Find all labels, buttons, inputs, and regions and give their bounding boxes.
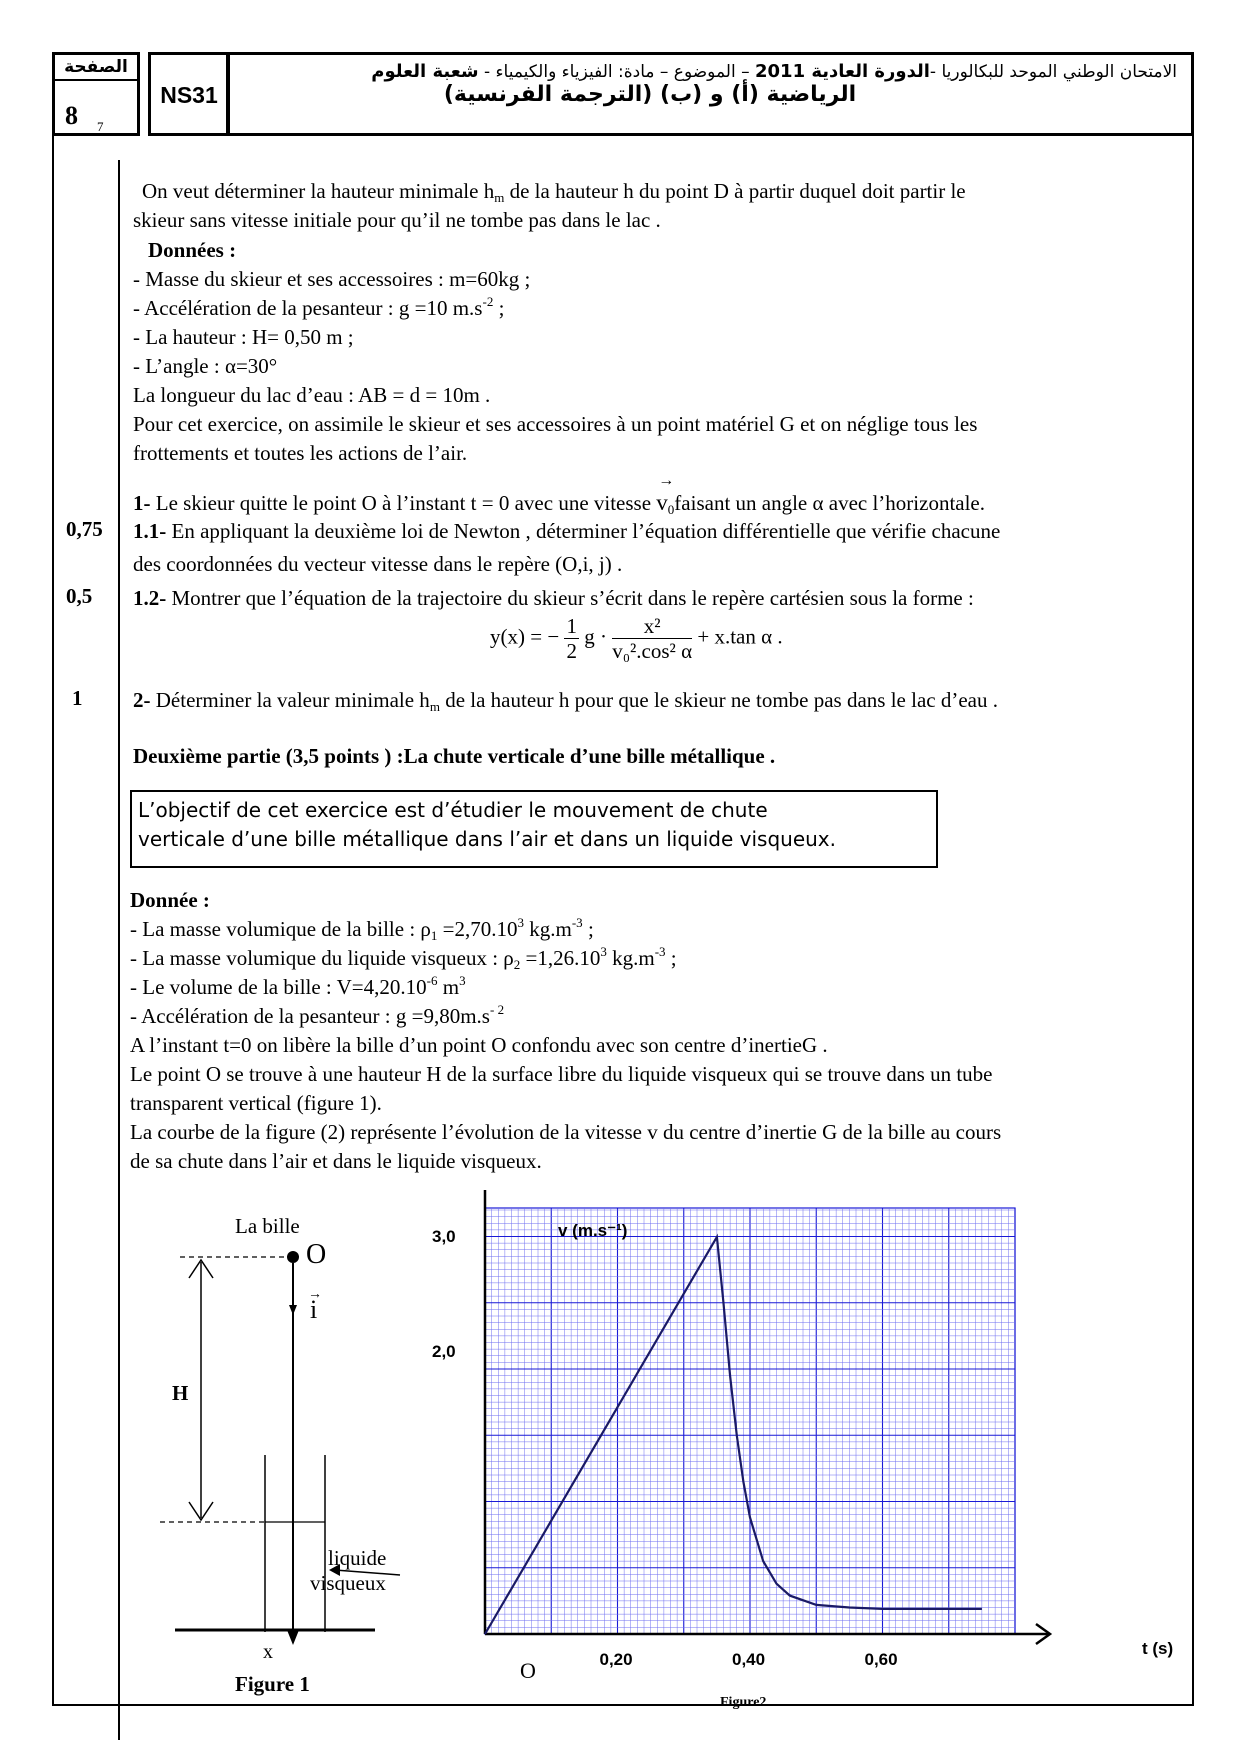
donnees-title: Données : bbox=[148, 238, 237, 262]
objective-box bbox=[130, 790, 938, 868]
right-border bbox=[1192, 136, 1194, 1704]
text-curve-2: de sa chute dans l’air et dans le liquide visqueux. bbox=[130, 1149, 542, 1173]
header-mid: – الموضوع – مادة: الفيزياء والكيمياء - bbox=[478, 62, 755, 82]
objective-line1: L’objectif de cet exercice est d’étudier le mouvement de chute bbox=[138, 798, 768, 822]
header-session: الدورة العادية 2011 bbox=[755, 61, 930, 82]
exam-header-title bbox=[226, 52, 1194, 136]
text-curve-1: La courbe de la figure (2) représente l’évolution de la vitesse v du centre d’inertie G de la bille au cours bbox=[130, 1120, 1002, 1144]
ball bbox=[287, 1251, 299, 1263]
chart-ylabel: v (m.s⁻¹) bbox=[558, 1221, 628, 1240]
donnee-mass: - Masse du skieur et ses accessoires : m=60kg ; bbox=[133, 267, 531, 291]
page-number-box bbox=[52, 52, 140, 136]
x-tick-label: 0,20 bbox=[599, 1650, 633, 1669]
exam-code: NS31 bbox=[148, 52, 230, 136]
question-1-1-cont: des coordonnées du vecteur vitesse dans le repère (O,i, j) . bbox=[133, 552, 623, 576]
page-label: الصفحة bbox=[55, 55, 137, 81]
question-1: 1- Le skieur quitte le point O à l’instant t = 0 avec une vitesse → $v_0faisant$ un angle α avec l’horizontale. bbox=[133, 472, 986, 517]
question-2: 2- Déterminer la valeur minimale $h_m$ de la hauteur h pour que le skieur ne tombe pas dans le lac d’eau . bbox=[133, 688, 998, 714]
mark-1-1: 0,75 bbox=[66, 517, 103, 541]
label-x: x bbox=[263, 1641, 273, 1663]
question-1-1: 1.1- En appliquant la deuxième loi de Newton , déterminer l’équation différentielle que vérifie chacune bbox=[133, 519, 1001, 543]
x-tick-label: 0,60 bbox=[864, 1650, 898, 1669]
label-la-bille: La bille bbox=[235, 1214, 300, 1238]
chart-grid bbox=[485, 1208, 1015, 1634]
page-total: 7 bbox=[97, 119, 104, 134]
page-number: 8 bbox=[65, 101, 78, 130]
x-axis-arrowhead bbox=[287, 1630, 299, 1645]
intro-line1: On veut déterminer la hauteur minimale $h_m$ de la hauteur h du point D à partir duquel doit partir le bbox=[142, 179, 966, 205]
figure1-caption: Figure 1 bbox=[235, 1672, 310, 1696]
figure2-chart bbox=[432, 1200, 1190, 1710]
i-vector-arrow: → bbox=[308, 1287, 322, 1302]
donnee-g2: - Accélération de la pesanteur : $g =9,80m.s^{- 2}$ bbox=[130, 1002, 505, 1028]
left-border bbox=[52, 136, 54, 1704]
mark-2: 1 bbox=[72, 686, 83, 710]
x-tick-label: 0,40 bbox=[732, 1650, 766, 1669]
donnee-title: Donnée : bbox=[130, 888, 210, 912]
text-pointO-2: transparent vertical (figure 1). bbox=[130, 1091, 382, 1115]
mark-1-2: 0,5 bbox=[66, 584, 93, 608]
label-i: i bbox=[310, 1295, 318, 1324]
assume-line2: frottements et toutes les actions de l’air. bbox=[133, 441, 468, 465]
text-t0: A l’instant t=0 on libère la bille d’un point O confondu avec son centre d’inertieG . bbox=[130, 1033, 828, 1057]
donnee-lake: La longueur du lac d’eau : AB = d = 10m . bbox=[133, 383, 491, 407]
chart-origin: O bbox=[520, 1658, 536, 1683]
label-O: O bbox=[306, 1239, 327, 1270]
label-H: H bbox=[172, 1381, 189, 1405]
assume-line1: Pour cet exercice, on assimile le skieur et ses accessoires à un point matériel G et on néglige tous les bbox=[133, 412, 978, 436]
header-pre: الامتحان الوطني الموحد للبكالوريا - bbox=[929, 62, 1177, 82]
y-tick-label: 2,0 bbox=[432, 1342, 456, 1361]
y-tick-label: 3,0 bbox=[432, 1227, 456, 1246]
header-line2: الرياضية (أ) و (ب) (الترجمة الفرنسية) bbox=[443, 82, 857, 107]
donnee-g: - Accélération de la pesanteur : g =10 $m.s^{-2}$ ; bbox=[133, 294, 505, 320]
donnee-H: - La hauteur : H= 0,50 m ; bbox=[133, 325, 354, 349]
header-branch: شعبة العلوم bbox=[371, 61, 479, 82]
text-pointO-1: Le point O se trouve à une hauteur H de la surface libre du liquide visqueux qui se trouve dans un tube bbox=[130, 1062, 993, 1086]
objective-line2: verticale d’une bille métallique dans l’air et dans un liquide visqueux. bbox=[138, 827, 836, 851]
figure1-diagram bbox=[140, 1200, 480, 1700]
part2-title: Deuxième partie (3,5 points ) :La chute verticale d’une bille métallique . bbox=[133, 744, 776, 768]
chart-xlabel: t (s) bbox=[1142, 1639, 1174, 1658]
donnee-rho2: - La masse volumique du liquide visqueux : $\rho_2 =1,26.10^3$ $kg.m^{-3}$ ; bbox=[130, 944, 677, 972]
chart-caption: Figure2 bbox=[720, 1695, 767, 1710]
label-liquide: liquide bbox=[328, 1546, 387, 1570]
intro-line2: skieur sans vitesse initiale pour qu’il ne tombe pas dans le lac . bbox=[133, 208, 661, 232]
label-visqueux: visqueux bbox=[310, 1571, 386, 1595]
margin-line bbox=[118, 160, 120, 1740]
i-arrowhead bbox=[289, 1305, 297, 1315]
trajectory-equation: y(x) = − $\frac{1}{2}$ g · $\frac{\text{x²}}{\text{v₀².cos² α}}$ + x.tan α . bbox=[490, 614, 783, 663]
question-1-2: 1.2- Montrer que l’équation de la trajectoire du skieur s’écrit dans le repère cartésien sous la forme : bbox=[133, 586, 974, 610]
donnee-volume: - Le volume de la bille : $V=4,20.10^{-6}$ $m^3$ bbox=[130, 973, 466, 999]
donnee-rho1: - La masse volumique de la bille : $\rho_1 =2,70.10^3$ $kg.m^{-3}$ ; bbox=[130, 915, 594, 943]
donnee-angle: - L’angle : α=30° bbox=[133, 354, 278, 378]
